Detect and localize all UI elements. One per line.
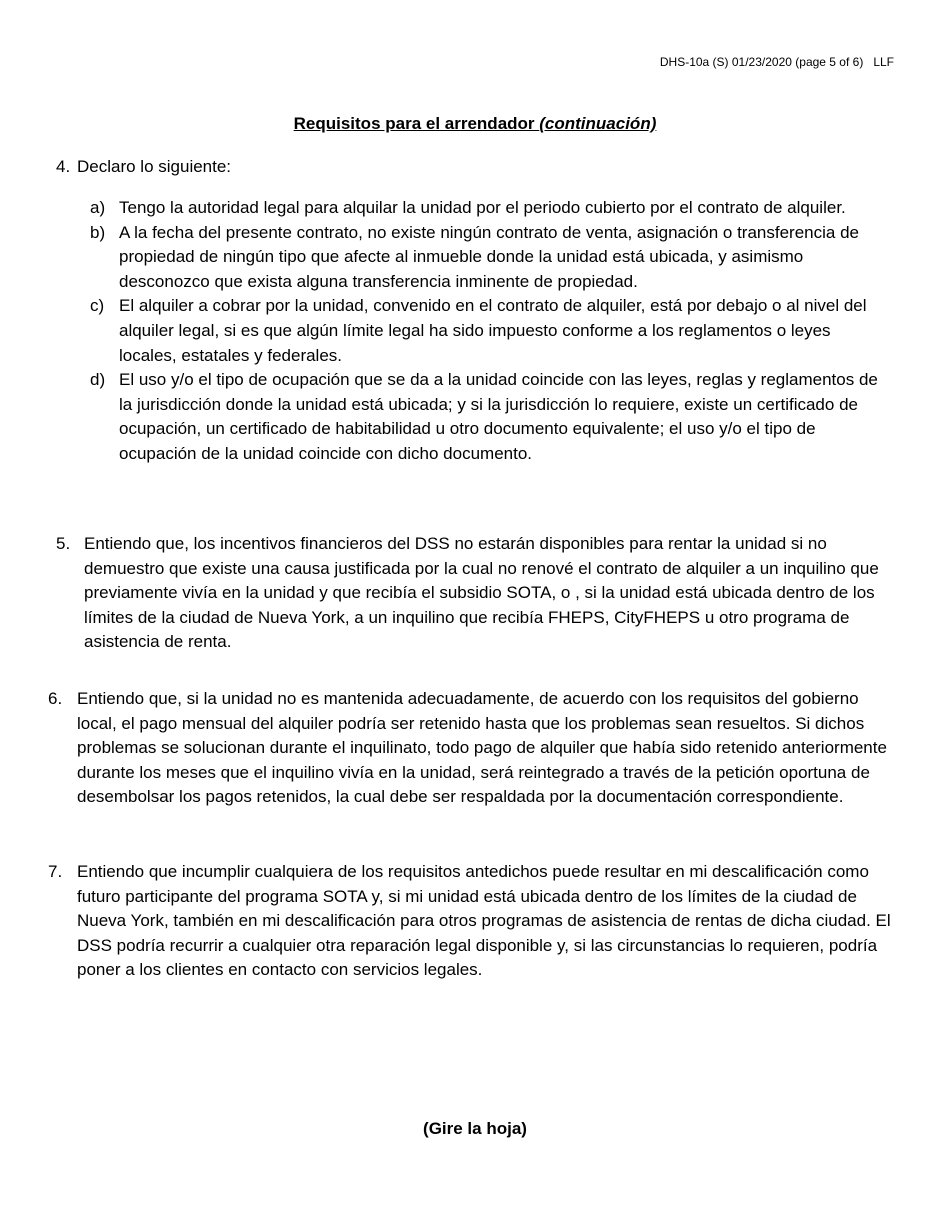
- item-6-number: 6.: [48, 689, 63, 708]
- page-title: [0, 114, 950, 134]
- item-6: [0, 687, 950, 810]
- page-title-continuation: (continuación): [539, 114, 657, 133]
- subitem-c: [0, 294, 950, 368]
- subitem-b-text: A la fecha del presente contrato, no existe ningún contrato de venta, asignación o transferencia de propiedad de ningún tipo que afecte al inmueble donde la unidad está ubicada, y asimismo desconozco que exista alguna transferencia inminente de propiedad.: [119, 222, 859, 291]
- subitem-c-letter: c): [90, 296, 105, 316]
- item-6-text: Entiendo que, si la unidad no es mantenida adecuadamente, de acuerdo con los requisitos del gobierno local, el pago mensual del alquiler podría ser retenido hasta que los problemas sean resueltos. Si dichos problemas se solucionan durante el inquilinato, todo pago de alquiler que había sido retenido anteriormente durante los meses que el inquilino vivía en la unidad, será reintegrado a través de la petición oportuna de desembolsar los pagos retenidos, la cual debe ser respaldada por la documentación correspondiente.: [77, 689, 887, 807]
- subitem-a: [0, 196, 950, 221]
- subitem-b-letter: b): [90, 222, 106, 242]
- subitem-d: [0, 368, 950, 466]
- page-title-main: Requisitos para el arrendador: [293, 114, 535, 133]
- item-7-text: Entiendo que incumplir cualquiera de los requisitos antedichos puede resultar en mi descalificación como futuro participante del programa SOTA y, si mi unidad está ubicada dentro de los límites de la ciudad de Nueva York, también en mi descalificación para otros programas de asistencia de rentas de dicha ciudad. El DSS podría recurrir a cualquier otra reparación legal disponible y, si las circunstancias lo requieren, podría poner a los clientes en contacto con servicios legales.: [77, 862, 891, 980]
- turn-page-note: (Gire la hoja): [423, 1119, 527, 1138]
- item-5-text: Entiendo que, los incentivos financieros del DSS no estarán disponibles para rentar la unidad si no demuestro que existe una causa justificada por la cual no renové el contrato de alquiler a un inquilino que previamente vivía en la unidad y que recibía el subsidio SOTA, o , si la unidad está ubicada dentro de los límites de la ciudad de Nueva York, a un inquilino que recibía FHEPS, CityFHEPS u otro programa de asistencia de renta.: [84, 534, 879, 652]
- subitem-d-text: El uso y/o el tipo de ocupación que se da a la unidad coincide con las leyes, reglas y reglamentos de la jurisdicción donde la unidad está ubicada; y si la jurisdicción lo requiere, existe un certificado de ocupación, un certificado de habitabilidad u otro documento equivalente; el uso y/o el tipo de ocupación de la unidad coincide con dicho documento.: [119, 370, 878, 463]
- form-identifier: DHS-10a (S) 01/23/2020 (page 5 of 6) LLF: [659, 55, 894, 69]
- subitem-a-letter: a): [90, 198, 106, 217]
- subitem-a-text: Tengo la autoridad legal para alquilar la unidad por el periodo cubierto por el contrato de alquiler.: [119, 198, 846, 217]
- item-7-number: 7.: [48, 862, 63, 881]
- item-4-number: 4.: [56, 157, 71, 176]
- item-4-sublist: [0, 196, 950, 467]
- item-5-number: 5.: [56, 534, 71, 553]
- item-5: [0, 532, 950, 655]
- subitem-d-letter: d): [90, 370, 106, 390]
- item-4-intro: Declaro lo siguiente:: [77, 157, 232, 176]
- item-7: [0, 860, 950, 983]
- subitem-b: [0, 221, 950, 295]
- subitem-c-text: El alquiler a cobrar por la unidad, convenido en el contrato de alquiler, está por debajo o al nivel del alquiler legal, si es que algún límite legal ha sido impuesto conforme a los reglamentos o leyes locales, estatales y federales.: [119, 296, 867, 365]
